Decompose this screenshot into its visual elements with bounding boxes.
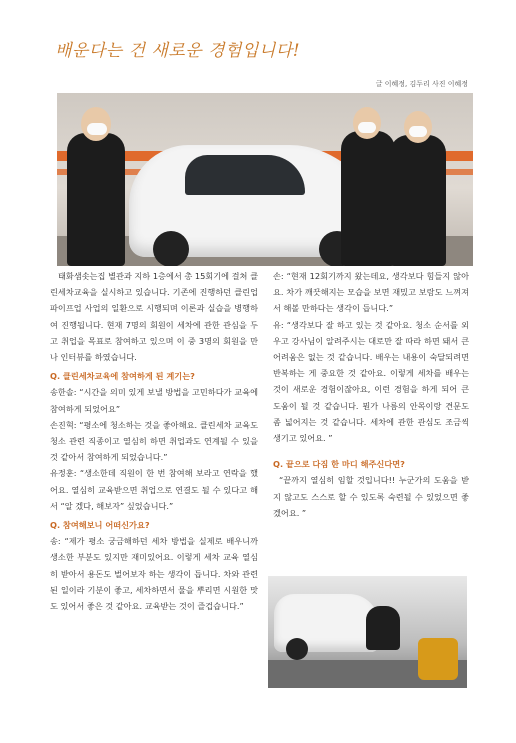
answer-1-song: 송한솔: “시간을 의미 있게 보낼 방법을 고민하다가 교육에 참여하게 되었어요” <box>50 387 258 414</box>
main-photo <box>57 93 473 266</box>
answer-2-yu: 유: “생각보다 잘 하고 있는 것 같아요. 청소 순서를 외우고 강사님이 알려주시는 대로만 잘 따라 하면 돼서 큰 어려움은 없는 것 같습니다. 배우는 내용이 숙달되려면 반복하는 게 중요한 것 같아요. 이렇게 세차를 배우는 것이 새로운 경험이잖아요, 이런 경험을 하게 되어 큰 도움이 될 것 같습니다. 뭔가 나름의 안목이랑 견문도 좀 넓어지는 것 같습니다. 세차에 관한 관심도 조금씩 생기고 있어요. ” <box>273 319 469 444</box>
byline: 글 이혜정, 김두리 사진 이혜정 <box>375 80 468 88</box>
answer-1-son: 손진혁: “평소에 청소하는 것을 좋아해요. 클린세차 교육도 청소 관련 직종이고 열심히 하면 취업과도 연계될 수 있을 것 같아서 참여하게 되었습니다.” <box>50 419 258 463</box>
car-wash-photo <box>268 576 467 688</box>
vacuum-figure <box>418 638 458 680</box>
question-3: Q. 끝으로 다짐 한 마디 해주신다면? <box>273 459 405 470</box>
person-left <box>67 133 125 266</box>
answer-2-son: 손: “현재 12회기까지 왔는데요, 생각보다 힘들지 않아요. 차가 깨끗해지는 모습을 보면 재밌고 보람도 느껴져서 해볼 만하다는 생각이 듭니다.” <box>273 271 469 314</box>
intro-paragraph: 태화샘솟는집 별관과 지하 1층에서 총 15회기에 걸쳐 클린세차교육을 실시하고 있습니다. 기존에 진행하던 클린업파이프업 사업의 일환으로 시행되며 이론과 실습을 병행하여 진행됩니다. 현재 7명의 회원이 세차에 관한 관심을 두고 취업을 목표로 참여하고 있으며 이 중 3명의 회원을 만나 인터뷰를 하였습니다. <box>50 271 258 363</box>
answer-1-yu: 유정훈: “생소한데 직원이 한 번 참여해 보라고 연락을 했어요. 열심히 교육받으면 취업으로 연결도 될 수 있다고 해서 “알 겠다, 해보자” 싶었습니다.” <box>50 468 258 511</box>
page-title: 배운다는 건 새로운 경험입니다! <box>55 41 301 61</box>
question-1: Q. 클린세차교육에 참여하게 된 계기는? <box>50 371 195 382</box>
left-column <box>50 268 258 614</box>
question-2: Q. 참여해보니 어떠신가요? <box>50 520 150 531</box>
person-middle <box>341 131 395 266</box>
answer-2-song: 송: “제가 평소 궁금해하던 세차 방법을 실제로 배우니까 생소한 부분도 있지만 재미있어요. 이렇게 세차 교육 열심히 받아서 용돈도 벌어보자 하는 생각이 듭니다. 차와 관련된 일이라 기분이 좋고, 세차하면서 물을 뿌리면 시원한 맛도 있어서 좋은 것 같아요. 교육받는 것이 즐겁습니다.” <box>50 536 258 612</box>
worker-figure <box>366 606 400 650</box>
answer-3: “끝까지 열심히 임할 것입니다!! 누군가의 도움을 받지 않고도 스스로 할 수 있도록 숙련될 수 있었으면 좋겠어요. ” <box>273 475 469 518</box>
right-column <box>273 268 469 521</box>
person-right <box>390 135 446 266</box>
